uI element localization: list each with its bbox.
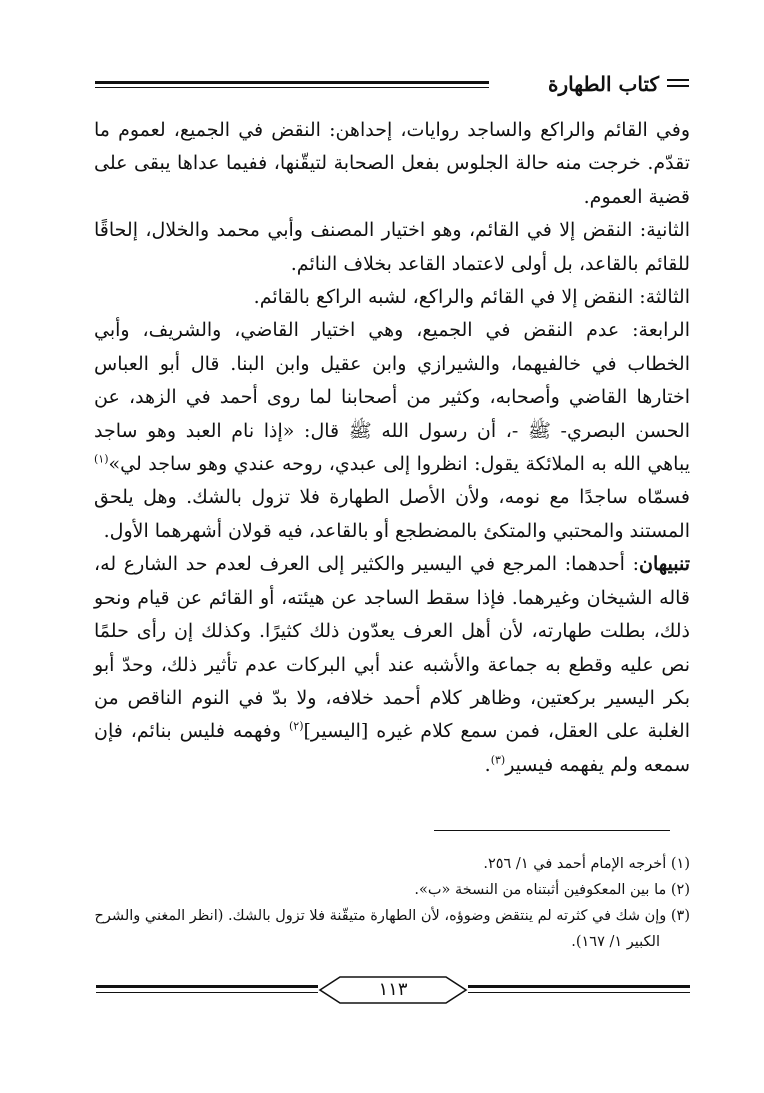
notes-label: تنبيهان <box>639 553 690 576</box>
header-rule-thin <box>95 87 489 88</box>
footnote-3: (٣) وإن شك في كثرته لم ينتقض وضوؤه، لأن الطهارة متيقّنة فلا تزول بالشك. (انظر المغني والشرح <box>94 908 690 924</box>
page-header <box>95 70 689 100</box>
header-mark-lower <box>667 85 689 87</box>
paragraph-fourth-narration <box>94 314 690 548</box>
footnote-3-continued: الكبير ١/ ١٦٧). <box>571 934 660 950</box>
paragraph-fourth-part-a: الرابعة: عدم النقض في الجميع، وهي اختيار القاضي، والشريف، وأبي الخطاب في خالفيهما، والشيرازي وابن عقيل وابن البنا. قال أبو العباس اختارها القاضي وأصحابه، وكثير من أصحابنا لما روى أحمد في الزهد، عن الحسن البصري- ﷺ -، أن رسول الله ﷺ قال: «إذا نام العبد وهو ساجد يباهي الله به الملائكة يقول: انظروا إلى عبدي، روحه عندي وهو ساجد لي» <box>94 319 690 476</box>
footnotes <box>94 851 690 955</box>
footnote-ref-3: (٣) <box>490 753 506 767</box>
page-number-badge <box>318 975 468 1005</box>
footnote-ref-1: (١) <box>94 452 109 466</box>
page-number: ١١٣ <box>378 979 408 1000</box>
chapter-title: كتاب الطهارة <box>548 72 659 96</box>
footnote-1: (١) أخرجه الإمام أحمد في ١/ ٢٥٦. <box>483 856 690 872</box>
paragraph-fourth-part-b: فسمّاه ساجدًا مع نومه، ولأن الأصل الطهارة فلا تزول بالشك. وهل يلحق المستند والمحتبي والمتكئ بالمضطجع أو بالقاعد، فيه قولان أشهرهما الأول. <box>94 486 690 542</box>
notes-part-c: . <box>484 753 491 776</box>
paragraph-third-narration: الثالثة: النقض إلا في القائم والراكع، لشبه الراكع بالقائم. <box>253 286 690 309</box>
header-rule <box>95 81 489 84</box>
notes-part-b: وفهمه فليس بنائم، فإن سمعه ولم يفهمه فيسير <box>94 720 690 776</box>
notes-part-a: : أحدهما: المرجع في اليسير والكثير إلى العرف لعدم حد الشارع له، قاله الشيخان وغيرهما. فإذا سقط الساجد عن هيئته، أو القائم عن قيام ونحو ذلك، بطلت طهارته، لأن أهل العرف يعدّون ذلك كثيرًا. وكذلك إن رأى حلمًا نص عليه وقطع به جماعة والأشبه عند أبي البركات عدم تأثير ذلك، وحدّ أبو بكر اليسير بركعتين، وظاهر كلام أحمد خلافه، ولا بدّ في النوم الناقص من الغلبة على العقل، فمن سمع كلام غيره [اليسير] <box>94 553 690 743</box>
page-footer <box>96 975 690 1015</box>
footnote-2: (٢) ما بين المعكوفين أثبتناه من النسخة «ب». <box>414 882 690 898</box>
footnote-ref-2: (٢) <box>289 719 304 733</box>
paragraph-first-narration: وفي القائم والراكع والساجد روايات، إحداهن: النقض في الجميع، لعموم ما تقدّم. خرجت منه حالة الجلوس بفعل الصحابة لتيقّنها، ففيما عداها يبقى على قضية العموم. <box>94 119 690 208</box>
paragraph-notes <box>94 548 690 782</box>
footnote-separator <box>434 830 670 831</box>
header-mark <box>667 79 689 81</box>
paragraph-second-narration: الثانية: النقض إلا في القائم، وهو اختيار المصنف وأبي محمد والخلال، إلحاقًا للقائم بالقاعد، بل أولى لاعتماد القاعد بخلاف النائم. <box>94 219 690 275</box>
main-text <box>94 114 690 782</box>
